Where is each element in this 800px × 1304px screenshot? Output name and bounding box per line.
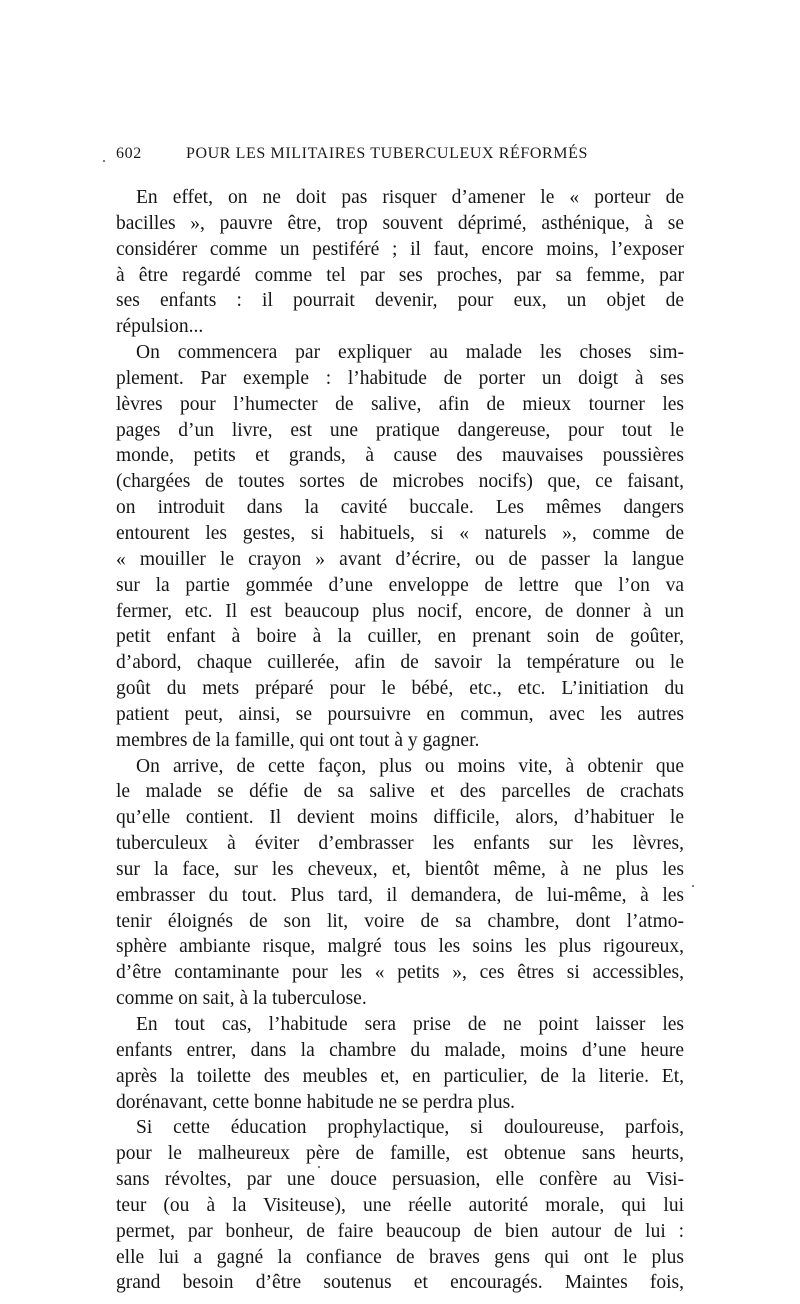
text-line: permet, par bonheur, de faire beaucoup de bien autour de lui : [116,1220,684,1242]
text-line: pages d’un livre, est une pratique dangereuse, pour tout le [116,419,684,441]
text-line: embrasser du tout. Plus tard, il demandera, de lui-même, à les [116,884,684,906]
text-line: d’abord, chaque cuillerée, afin de savoir la température ou le [116,652,684,674]
running-title: POUR LES MILITAIRES TUBERCULEUX RÉFORMÉS [186,145,589,162]
text-line: sans révoltes, par une douce persuasion, elle confère au Visi- [116,1169,684,1191]
text-line: « mouiller le crayon » avant d’écrire, ou de passer la langue [116,548,684,570]
text-line: répulsion... [116,316,204,338]
text-line: comme on sait, à la tuberculose. [116,988,367,1010]
running-head [116,145,616,169]
text-line: à être regardé comme tel par ses proches, par sa femme, par [116,264,684,286]
text-line: qu’elle contient. Il devient moins difficile, alors, d’habituer le [116,807,684,829]
text-line: on introduit dans la cavité buccale. Les mêmes dangers [116,497,684,519]
text-line: le malade se défie de sa salive et des parcelles de crachats [116,781,684,803]
text-line: grand besoin d’être soutenus et encouragés. Maintes fois, [116,1272,684,1294]
text-line: tenir éloignés de son lit, voire de sa chambre, dont l’atmo- [116,910,684,932]
text-line: enfants entrer, dans la chambre du malade, moins d’une heure [116,1039,684,1061]
text-line: goût du mets préparé pour le bébé, etc., etc. L’initiation du [116,678,684,700]
text-line: On arrive, de cette façon, plus ou moins vite, à obtenir que [136,755,684,777]
text-line: En tout cas, l’habitude sera prise de ne point laisser les [136,1014,684,1035]
text-line: monde, petits et grands, à cause des mauvaises poussières [116,445,684,467]
text-line: teur (ou à la Visiteuse), une réelle autorité morale, qui lui [116,1194,684,1216]
text-line: elle lui a gagné la confiance de braves gens qui ont le plus [116,1246,684,1268]
text-line: lèvres pour l’humecter de salive, afin de mieux tourner les [116,393,684,415]
text-line: sphère ambiante risque, malgré tous les soins les plus rigoureux, [116,936,684,958]
scan-speck [318,1166,320,1168]
text-line: sur la face, sur les cheveux, et, bientôt même, à ne plus les [116,858,684,880]
text-line: membres de la famille, qui ont tout à y gagner. [116,729,480,751]
text-line: ses enfants : il pourrait devenir, pour eux, un objet de [116,290,684,312]
text-line: d’être contaminante pour les « petits », ces êtres si accessibles, [116,962,684,984]
text-line: pour le malheureux père de famille, est obtenue sans heurts, [116,1143,684,1165]
text-line: patient peut, ainsi, se poursuivre en commun, avec les autres [116,703,684,725]
text-line: (chargées de toutes sortes de microbes nocifs) que, ce faisant, [116,471,684,493]
text-line: bacilles », pauvre être, trop souvent déprimé, asthénique, à se [116,212,684,234]
text-line: Si cette éducation prophylactique, si douloureuse, parfois, [136,1117,684,1139]
scan-speck [103,160,105,162]
text-line: tuberculeux à éviter d’embrasser les enfants sur les lèvres, [116,833,684,855]
text-line: après la toilette des meubles et, en particulier, de la literie. Et, [116,1065,684,1087]
text-line: On commencera par expliquer au malade les choses sim- [136,342,684,364]
scan-speck [692,885,694,887]
text-line: plement. Par exemple : l’habitude de porter un doigt à ses [116,367,684,389]
text-line: considérer comme un pestiféré ; il faut, encore moins, l’exposer [116,238,684,260]
page-number: 602 [116,145,142,162]
text-line: En effet, on ne doit pas risquer d’amener le « porteur de [136,187,684,208]
text-line: petit enfant à boire à la cuiller, en prenant soin de goûter, [116,626,684,648]
text-line: fermer, etc. Il est beaucoup plus nocif, encore, de donner à un [116,600,684,622]
body-text [116,185,684,1296]
text-line: dorénavant, cette bonne habitude ne se perdra plus. [116,1091,516,1113]
text-line: sur la partie gommée d’une enveloppe de lettre que l’on va [116,574,684,596]
text-line: entourent les gestes, si habituels, si « naturels », comme de [116,522,684,544]
